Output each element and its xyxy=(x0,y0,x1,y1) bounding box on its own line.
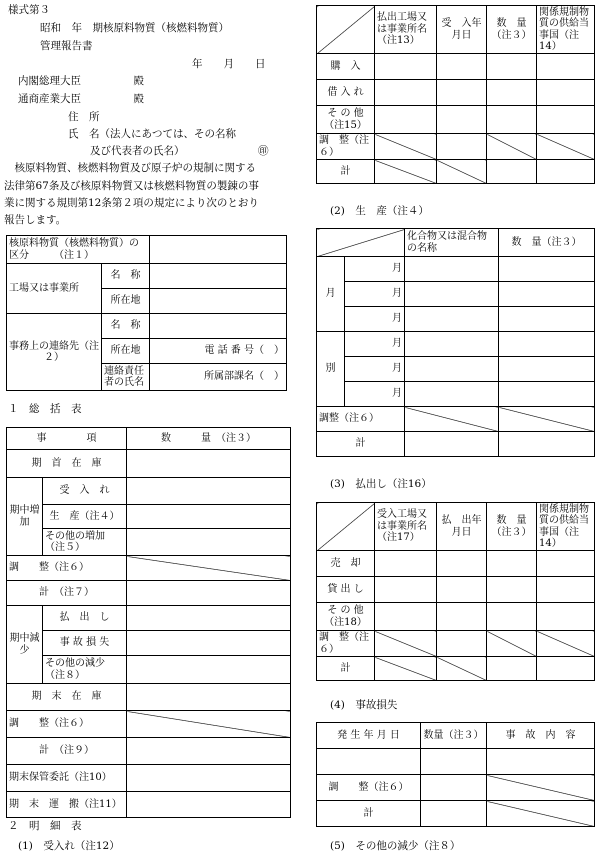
shipping-total-qty[interactable] xyxy=(487,657,537,681)
receipt-purchase-source[interactable] xyxy=(375,54,437,80)
row-shipping: 払 出 し xyxy=(43,606,127,631)
accident-h-content: 事 故 内 容 xyxy=(487,723,595,749)
factory-location-label: 所在地 xyxy=(102,289,150,314)
row-other-increase: その他の増加（注５） xyxy=(43,529,127,556)
total-2-value[interactable] xyxy=(127,738,291,765)
row-opening-stock: 期 首 在 庫 xyxy=(7,450,127,478)
production-h-qty: 数 量（注３） xyxy=(499,229,595,257)
col-item-header: 事 項 xyxy=(7,428,127,450)
production-m1-qty[interactable] xyxy=(499,257,595,282)
production-row-total: 計 xyxy=(317,432,405,457)
closing-stock-value[interactable] xyxy=(127,684,291,711)
receipt-row-borrow: 借 入 れ xyxy=(317,80,375,106)
shipping-row-other: そ の 他（注18） xyxy=(317,603,375,631)
production-m4-name[interactable] xyxy=(405,332,499,357)
shipping-total-country[interactable] xyxy=(537,657,595,681)
shipping-detail-title: (3) 払出し（注16） xyxy=(330,478,432,490)
production-m6-name[interactable] xyxy=(405,382,499,407)
report-date: 年 月 日 xyxy=(192,58,266,70)
section2-title: ２ 明 細 表 xyxy=(8,820,82,832)
production-m1-name[interactable] xyxy=(405,257,499,282)
production-m5-name[interactable] xyxy=(405,357,499,382)
production-adjust-qty[interactable] xyxy=(499,407,595,432)
shipping-lend-country[interactable] xyxy=(537,577,595,603)
phone-label: 電 話 番 号（ ） xyxy=(150,339,287,364)
receipt-row-other: そ の 他（注15） xyxy=(317,106,375,134)
contact-name-field[interactable] xyxy=(150,314,287,339)
production-row-adjust: 調整（注６） xyxy=(317,407,405,432)
total-value[interactable] xyxy=(127,581,291,606)
receipt-detail-table xyxy=(316,5,595,184)
decrease-group-label: 期中減少 xyxy=(7,606,43,684)
receipt-purchase-date[interactable] xyxy=(437,54,487,80)
receipt-other-source[interactable] xyxy=(375,106,437,134)
shipping-row-sale: 売 却 xyxy=(317,551,375,577)
receipt-adjust-source[interactable] xyxy=(375,134,437,160)
shipping-adjust-date[interactable] xyxy=(437,631,487,657)
receipt-total-qty[interactable] xyxy=(487,160,537,184)
row-total-2: 計 （注９） xyxy=(7,738,127,765)
material-class-field[interactable] xyxy=(150,236,287,264)
shipping-row-adjust: 調 整（注６） xyxy=(317,631,375,657)
row-production: 生 産（注４） xyxy=(43,505,127,529)
row-accident: 事 故 損 失 xyxy=(43,631,127,656)
receipt-adjust-country[interactable] xyxy=(537,134,595,160)
row-other-decrease: その他の減少（注８） xyxy=(43,656,127,684)
shipping-detail-table xyxy=(316,502,595,681)
shipping-lend-date[interactable] xyxy=(437,577,487,603)
contact-name-label: 名 称 xyxy=(102,314,150,339)
accident-date-1[interactable] xyxy=(317,749,421,775)
accident-detail-table xyxy=(316,722,595,827)
receipt-h-source: 払出工場又は事業所名（注13） xyxy=(375,6,437,54)
receipt-row-adjust: 調 整（注６） xyxy=(317,134,375,160)
factory-name-field[interactable] xyxy=(150,264,287,289)
receipt-purchase-country[interactable] xyxy=(537,54,595,80)
col-qty-header: 数 量 （注３） xyxy=(127,428,291,450)
receipt-borrow-source[interactable] xyxy=(375,80,437,106)
factory-label: 工場又は事業所 xyxy=(7,264,102,314)
accident-row-total: 計 xyxy=(317,801,421,827)
factory-location-field[interactable] xyxy=(150,289,287,314)
row-adjustment-2: 調 整（注６） xyxy=(7,711,127,738)
shipping-sale-country[interactable] xyxy=(537,551,595,577)
production-month-5: 月 xyxy=(345,357,405,382)
production-month-3: 月 xyxy=(345,307,405,332)
production-m5-qty[interactable] xyxy=(499,357,595,382)
seal-mark: ㊞ xyxy=(258,145,269,157)
production-m2-name[interactable] xyxy=(405,282,499,307)
name-label: 氏 名（法人にあつては、その名称 xyxy=(68,128,236,140)
accident-total-qty[interactable] xyxy=(421,801,487,827)
factory-name-label: 名 称 xyxy=(102,264,150,289)
production-month-1: 月 xyxy=(345,257,405,282)
addressee-miti: 通商産業大臣 殿 xyxy=(18,93,144,105)
summary-table xyxy=(6,427,291,818)
accident-value[interactable] xyxy=(127,631,291,656)
shipping-value[interactable] xyxy=(127,606,291,631)
accident-adjust-qty[interactable] xyxy=(421,775,487,801)
production-month-2: 月 xyxy=(345,282,405,307)
contact-location-label: 所在地 xyxy=(102,339,150,364)
receipt-total-date[interactable] xyxy=(437,160,487,184)
shipping-h-country: 関係規制物質の供給当事国（注14） xyxy=(537,503,595,551)
shipping-sale-date[interactable] xyxy=(437,551,487,577)
receipt-adjust-qty[interactable] xyxy=(487,134,537,160)
contact-person-label: 連絡責任者の氏名 xyxy=(102,364,150,391)
opening-stock-value[interactable] xyxy=(127,450,291,478)
accident-adjust-content[interactable] xyxy=(487,775,595,801)
accident-detail-title: (4) 事故損失 xyxy=(330,699,398,711)
consignment-value[interactable] xyxy=(127,765,291,792)
info-table xyxy=(6,235,287,391)
other-decrease-detail-title: (5) その他の減少（注８） xyxy=(330,840,461,852)
body-text-3: 業に関する規則第12条第２項の規定により次のとおり xyxy=(4,197,259,209)
row-consignment: 期末保管委託（注10） xyxy=(7,765,127,792)
receipt-adjust-date[interactable] xyxy=(437,134,487,160)
row-receipt: 受 入 れ xyxy=(43,478,127,505)
receipt-borrow-date[interactable] xyxy=(437,80,487,106)
shipping-other-date[interactable] xyxy=(437,603,487,631)
other-decrease-value[interactable] xyxy=(127,656,291,684)
name-label-2: 及び代表者の氏名） xyxy=(90,145,185,157)
accident-row-adjust: 調 整（注６） xyxy=(317,775,421,801)
transport-value[interactable] xyxy=(127,792,291,818)
receipt-detail-title: (1) 受入れ（注12） xyxy=(18,840,120,852)
production-detail-table xyxy=(316,228,595,457)
accident-h-qty: 数量（注３） xyxy=(421,723,487,749)
receipt-row-purchase: 購 入 xyxy=(317,54,375,80)
production-total-qty[interactable] xyxy=(499,432,595,457)
increase-group-label: 期中増加 xyxy=(7,478,43,556)
accident-h-date: 発 生 年 月 日 xyxy=(317,723,421,749)
shipping-row-lend: 貸 出 し xyxy=(317,577,375,603)
shipping-sale-qty[interactable] xyxy=(487,551,537,577)
shipping-row-total: 計 xyxy=(317,657,375,681)
receipt-h-country: 関係規制物質の供給当事国（注14） xyxy=(537,6,595,54)
row-closing-stock: 期 末 在 庫 xyxy=(7,684,127,711)
form-number: 様式第３ xyxy=(8,4,50,16)
shipping-h-dest: 受入工場又は事業所名（注17） xyxy=(375,503,437,551)
report-title-line1: 昭和 年 期核原料物質（核燃料物質） xyxy=(40,22,229,34)
receipt-other-country[interactable] xyxy=(537,106,595,134)
receipt-total-source[interactable] xyxy=(375,160,437,184)
body-text-2: 法律第67条及び核原料物質又は核燃料物質の製錬の事 xyxy=(4,180,259,192)
receipt-h-qty: 数 量（注３） xyxy=(487,6,537,54)
production-month-label: 月 xyxy=(317,257,345,332)
row-adjustment: 調 整（注６） xyxy=(7,556,127,581)
addressee-cabinet: 内閣総理大臣 殿 xyxy=(18,75,144,87)
production-total-name[interactable] xyxy=(405,432,499,457)
accident-content-1[interactable] xyxy=(487,749,595,775)
receipt-borrow-qty[interactable] xyxy=(487,80,537,106)
dept-label: 所属部課名（ ） xyxy=(150,364,287,391)
row-transport: 期 末 運 搬（注11） xyxy=(7,792,127,818)
production-m3-qty[interactable] xyxy=(499,307,595,332)
receipt-row-total: 計 xyxy=(317,160,375,184)
receipt-h-date: 受 入年月日 xyxy=(437,6,487,54)
production-month-4: 月 xyxy=(345,332,405,357)
receipt-other-qty[interactable] xyxy=(487,106,537,134)
shipping-total-dest[interactable] xyxy=(375,657,437,681)
shipping-corner-cell xyxy=(317,503,375,551)
shipping-total-date[interactable] xyxy=(437,657,487,681)
row-total: 計 （注７） xyxy=(7,581,127,606)
production-m3-name[interactable] xyxy=(405,307,499,332)
shipping-h-date: 払 出年月日 xyxy=(437,503,487,551)
other-increase-value[interactable] xyxy=(127,529,291,556)
production-h-name: 化合物又は混合物の名称 xyxy=(405,229,499,257)
accident-total-content[interactable] xyxy=(487,801,595,827)
receipt-total-country[interactable] xyxy=(537,160,595,184)
shipping-h-qty: 数 量（注３） xyxy=(487,503,537,551)
body-text-1: 核原料物質、核燃料物質及び原子炉の規制に関する xyxy=(4,162,256,174)
production-month-6: 月 xyxy=(345,382,405,407)
production-adjust-name[interactable] xyxy=(405,407,499,432)
shipping-lend-qty[interactable] xyxy=(487,577,537,603)
receipt-borrow-country[interactable] xyxy=(537,80,595,106)
shipping-other-qty[interactable] xyxy=(487,603,537,631)
receipt-corner-cell xyxy=(317,6,375,54)
body-text-4: 報告します。 xyxy=(4,214,67,226)
shipping-sale-dest[interactable] xyxy=(375,551,437,577)
receipt-value[interactable] xyxy=(127,478,291,505)
production-detail-title: (2) 生 産（注４） xyxy=(330,205,429,217)
production-corner-cell xyxy=(317,229,405,257)
receipt-purchase-qty[interactable] xyxy=(487,54,537,80)
adjustment-value[interactable] xyxy=(127,556,291,581)
production-value[interactable] xyxy=(127,505,291,529)
accident-qty-1[interactable] xyxy=(421,749,487,775)
shipping-adjust-dest[interactable] xyxy=(375,631,437,657)
shipping-lend-dest[interactable] xyxy=(375,577,437,603)
report-title-line2: 管理報告書 xyxy=(40,40,93,52)
receipt-other-date[interactable] xyxy=(437,106,487,134)
production-m6-qty[interactable] xyxy=(499,382,595,407)
shipping-other-country[interactable] xyxy=(537,603,595,631)
production-separate-label: 別 xyxy=(317,332,345,407)
production-m2-qty[interactable] xyxy=(499,282,595,307)
adjustment-2-value[interactable] xyxy=(127,711,291,738)
section1-title: １ 総 括 表 xyxy=(8,403,82,415)
material-class-label: 核原料物質（核燃料物質）の区分 （注１） xyxy=(7,236,150,264)
production-m4-qty[interactable] xyxy=(499,332,595,357)
address-label: 住 所 xyxy=(68,111,100,123)
shipping-adjust-country[interactable] xyxy=(537,631,595,657)
shipping-other-dest[interactable] xyxy=(375,603,437,631)
contact-label: 事務上の連絡先（注２） xyxy=(7,314,102,391)
shipping-adjust-qty[interactable] xyxy=(487,631,537,657)
